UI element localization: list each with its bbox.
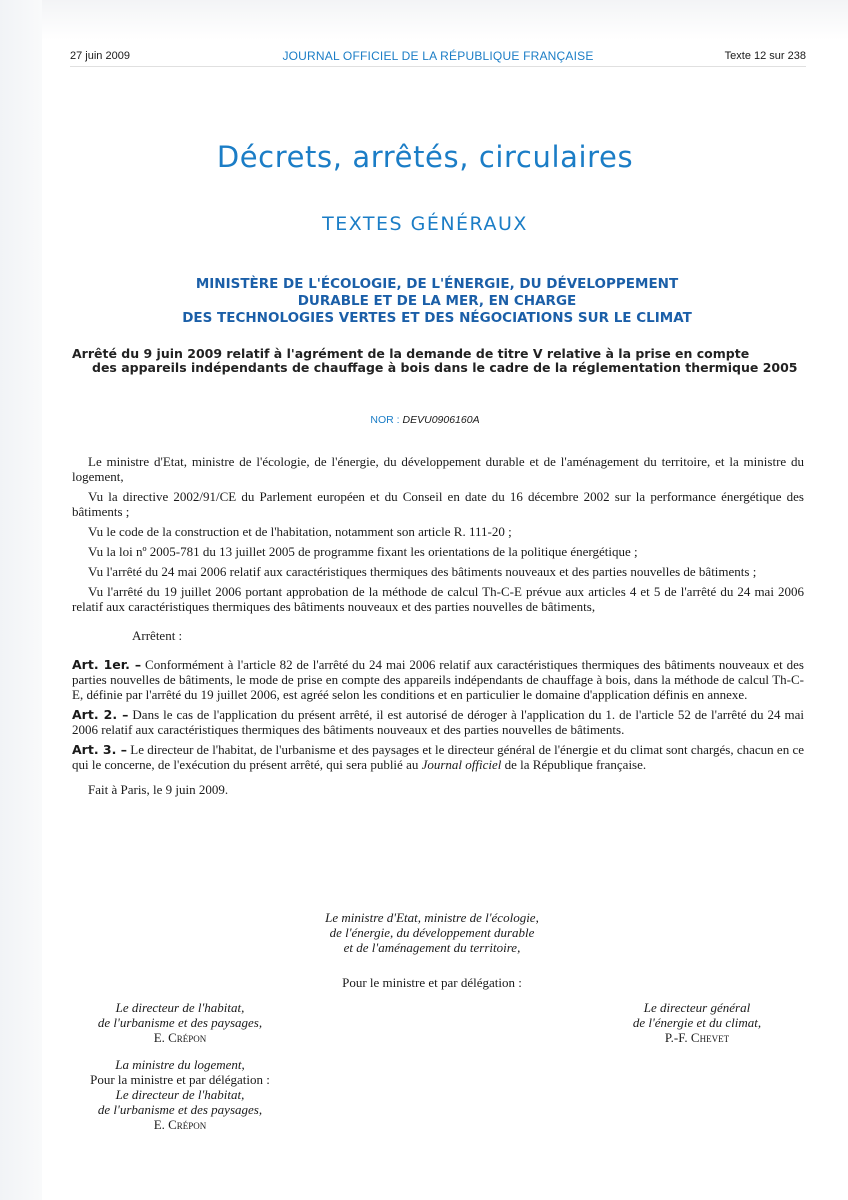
header-date: 27 juin 2009 [70, 50, 130, 62]
signatory-title: Le directeur général [643, 1000, 751, 1015]
signatory-title: de l'urbanisme et des paysages, [97, 1015, 263, 1030]
minister-title-line: Le ministre d'Etat, ministre de l'écologie, [325, 910, 539, 925]
left-signatory [60, 1000, 300, 1045]
article-label: Art. 2. – [72, 707, 129, 722]
nor-value: DEVU0906160A [402, 414, 480, 426]
arretent-line: Arrêtent : [132, 628, 183, 643]
signatory-name: E. Crépon [153, 1030, 207, 1045]
preamble-paragraph: Vu l'arrêté du 19 juillet 2006 portant approbation de la méthode de calcul Th-C-E prévue aux articles 4 et 5 de l'arrêté du 24 mai 2006 relatif aux caractéristiques thermiques des bâtiments nouveaux et des parties nouvelles de bâtiments, [72, 584, 804, 614]
signatory-title: de l'énergie et du climat, [632, 1015, 762, 1030]
header-text-number: Texte 12 sur 238 [724, 50, 806, 62]
housing-minister-signatory [60, 1057, 300, 1132]
delegation-line [242, 975, 622, 990]
signatory-name: P.-F. Chevet [664, 1030, 730, 1045]
article-2 [72, 707, 804, 737]
preamble-paragraph: Vu le code de la construction et de l'habitation, notamment son article R. 111-20 ; [88, 524, 512, 539]
document-body [72, 454, 804, 802]
header-journal-name: JOURNAL OFFICIEL DE LA RÉPUBLIQUE FRANÇAISE [282, 49, 594, 63]
nor-reference [42, 414, 808, 426]
article-text: Le directeur de l'habitat, de l'urbanisme et des paysages et le directeur général de l'énergie et du climat sont chargés, chacun en ce qui le concerne, de l'exécution du présent arrêté, qui sera publié au [72, 742, 805, 772]
article-text: Conformément à l'article 82 de l'arrêté du 24 mai 2006 relatif aux caractéristiques thermiques des bâtiments nouveaux et des parties nouvelles de bâtiments, le mode de prise en compte des appareils indépendants de chauffage à bois, dans la méthode de calcul Th-C-E, définie par l'arrêté du 19 juillet 2006, est agréé selon les conditions et en particulier le domaine d'application définis en annexe. [72, 657, 804, 702]
article-1 [72, 657, 804, 702]
minister-title-line: et de l'aménagement du territoire, [343, 940, 521, 955]
journal-officiel-italic: Journal officiel [421, 757, 502, 772]
running-header [70, 50, 806, 67]
arrete-title [72, 347, 804, 375]
arrete-title-line: Arrêté du 9 juin 2009 relatif à l'agrément de la demande de titre V relative à la prise en compte [72, 346, 750, 361]
article-label: Art. 1er. – [72, 657, 142, 672]
ministry-line: MINISTÈRE DE L'ÉCOLOGIE, DE L'ÉNERGIE, DU DÉVELOPPEMENT [195, 276, 679, 292]
page-title: Décrets, arrêtés, circulaires [216, 140, 634, 174]
article-3 [72, 742, 804, 772]
arrete-title-line: des appareils indépendants de chauffage à bois dans le cadre de la réglementation thermique 2005 [92, 360, 798, 375]
signatory-minister: La ministre du logement, [115, 1057, 245, 1072]
preamble-paragraph: Le ministre d'Etat, ministre de l'écologie, de l'énergie, du développement durable et de l'aménagement du territoire, et la ministre du logement, [72, 454, 804, 484]
article-label: Art. 3. – [72, 742, 127, 757]
minister-title-line: de l'énergie, du développement durable [329, 925, 535, 940]
preamble-paragraph: Vu la loi nº 2005-781 du 13 juillet 2005 de programme fixant les orientations de la politique énergétique ; [88, 544, 638, 559]
signatory-delegation: Pour la ministre et par délégation : [90, 1072, 270, 1087]
article-text-end: de la République française. [504, 757, 647, 772]
document-page [42, 0, 848, 1200]
ministry-line: DURABLE ET DE LA MER, EN CHARGE [297, 293, 577, 309]
signatory-title: Le directeur de l'habitat, [115, 1000, 245, 1015]
preamble-paragraph: Vu l'arrêté du 24 mai 2006 relatif aux caractéristiques thermiques des bâtiments nouveaux et des parties nouvelles de bâtiments ; [88, 564, 757, 579]
signatory-name: E. Crépon [153, 1117, 207, 1132]
signatory-title: de l'urbanisme et des paysages, [97, 1102, 263, 1117]
section-title: TEXTES GÉNÉRAUX [322, 213, 528, 235]
right-signatory [582, 1000, 812, 1045]
signatory-title: Le directeur de l'habitat, [115, 1087, 245, 1102]
page-shadow-left [0, 0, 42, 1200]
minister-signature [242, 910, 622, 955]
preamble-paragraph: Vu la directive 2002/91/CE du Parlement européen et du Conseil en date du 16 décembre 2002 sur la performance énergétique des bâtiments ; [72, 489, 804, 519]
ministry-line: DES TECHNOLOGIES VERTES ET DES NÉGOCIATIONS SUR LE CLIMAT [182, 310, 692, 326]
delegation-text: Pour le ministre et par délégation : [342, 975, 522, 990]
ministry-heading [102, 276, 772, 327]
article-text: Dans le cas de l'application du présent arrêté, il est autorisé de déroger à l'application du 1. de l'article 52 de l'arrêté du 24 mai 2006 relatif aux caractéristiques thermiques des bâtiments nouveaux et des parties nouvelles de bâtiments. [72, 707, 805, 737]
nor-label: NOR : [370, 414, 400, 426]
signature-date: Fait à Paris, le 9 juin 2009. [88, 782, 229, 797]
